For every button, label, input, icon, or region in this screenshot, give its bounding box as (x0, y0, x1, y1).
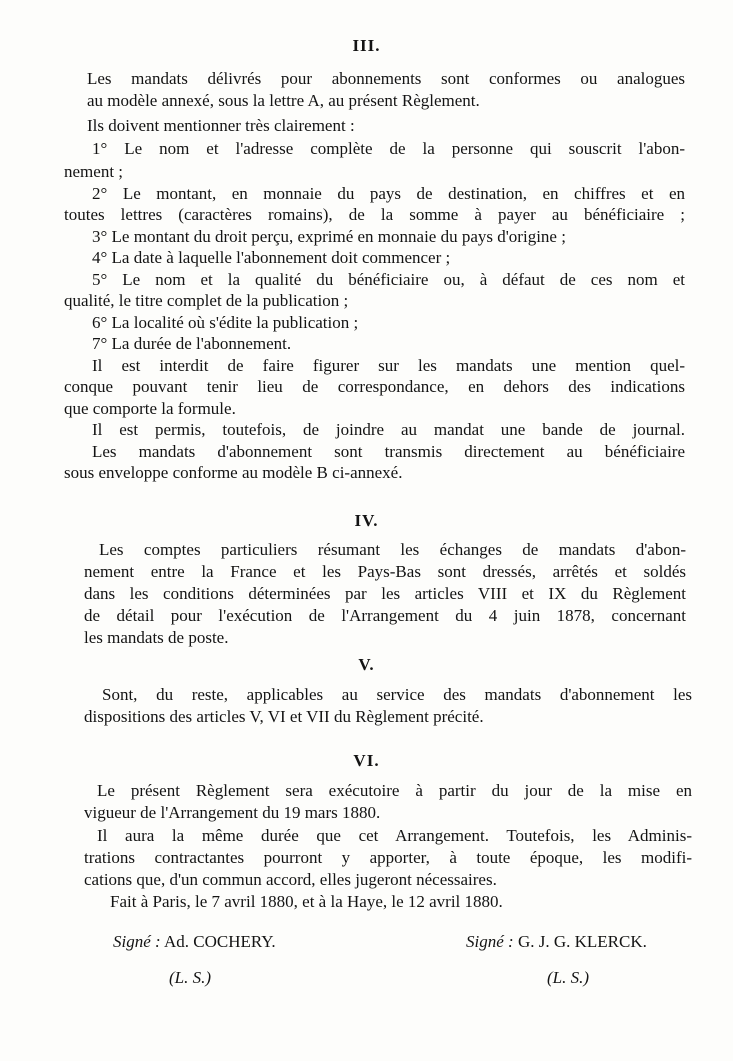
text-line: Les mandats d'abonnement sont transmis directement au bénéficiaire (92, 442, 685, 461)
text-line: vigueur de l'Arrangement du 19 mars 1880. (84, 803, 381, 822)
section-heading-iii: III. (352, 36, 381, 55)
list-item: 4° La date à laquelle l'abonnement doit commencer ; (92, 248, 451, 267)
signature-right (466, 932, 647, 952)
signature-left (113, 932, 276, 952)
text-line: dans les conditions déterminées par les articles VIII et IX du Règlement (84, 584, 686, 603)
text-line: les mandats de poste. (84, 628, 229, 647)
section-heading-iv: IV. (354, 511, 379, 530)
text-line: au modèle annexé, sous la lettre A, au présent Règlement. (87, 91, 480, 110)
section-heading-v: V. (358, 655, 375, 674)
date-line: Fait à Paris, le 7 avril 1880, et à la Haye, le 12 avril 1880. (110, 892, 503, 911)
list-item: 1° Le nom et l'adresse complète de la personne qui souscrit l'abon- (92, 139, 685, 158)
signatory-name: G. J. G. KLERCK. (517, 932, 647, 951)
text-line: toutes lettres (caractères romains), de la somme à payer au bénéficiaire ; (64, 205, 685, 224)
text-line: qualité, le titre complet de la publication ; (64, 291, 349, 310)
list-item: 5° Le nom et la qualité du bénéficiaire ou, à défaut de ces nom et (92, 270, 685, 289)
section-heading-vi: VI. (353, 751, 380, 770)
text-line: Les mandats délivrés pour abonnements sont conformes ou analogues (87, 69, 685, 88)
list-item: 3° Le montant du droit perçu, exprimé en monnaie du pays d'origine ; (92, 227, 566, 246)
text-line: Il est permis, toutefois, de joindre au mandat une bande de journal. (92, 420, 685, 439)
text-line: Les comptes particuliers résumant les échanges de mandats d'abon- (99, 540, 686, 559)
signatory-name: Ad. COCHERY. (164, 932, 276, 951)
signature-prefix: Signé : (113, 932, 161, 951)
signature-prefix: Signé : (466, 932, 514, 951)
text-line: de détail pour l'exécution de l'Arrangement du 4 juin 1878, concernant (84, 606, 686, 625)
text-line: trations contractantes pourront y apporter, à toute époque, les modifi- (84, 848, 692, 867)
text-line: Il est interdit de faire figurer sur les mandats une mention quel- (92, 356, 685, 375)
text-line: nement entre la France et les Pays-Bas sont dressés, arrêtés et soldés (84, 562, 686, 581)
text-line: cations que, d'un commun accord, elles jugeront nécessaires. (84, 870, 497, 889)
text-line: nement ; (64, 162, 124, 181)
seal-right: (L. S.) (547, 968, 590, 987)
list-item: 2° Le montant, en monnaie du pays de destination, en chiffres et en (92, 184, 685, 203)
seal-left: (L. S.) (169, 968, 212, 987)
list-item: 7° La durée de l'abonnement. (92, 334, 292, 353)
text-line: conque pouvant tenir lieu de correspondance, en dehors des indications (64, 377, 685, 396)
text-line: Il aura la même durée que cet Arrangement. Toutefois, les Adminis- (97, 826, 692, 845)
text-line: sous enveloppe conforme au modèle B ci-annexé. (64, 463, 403, 482)
text-line: que comporte la formule. (64, 399, 236, 418)
text-line: Ils doivent mentionner très clairement : (87, 116, 355, 135)
text-line: Le présent Règlement sera exécutoire à partir du jour de la mise en (97, 781, 692, 800)
text-line: Sont, du reste, applicables au service des mandats d'abonnement les (102, 685, 692, 704)
list-item: 6° La localité où s'édite la publication ; (92, 313, 359, 332)
text-line: dispositions des articles V, VI et VII du Règlement précité. (84, 707, 484, 726)
